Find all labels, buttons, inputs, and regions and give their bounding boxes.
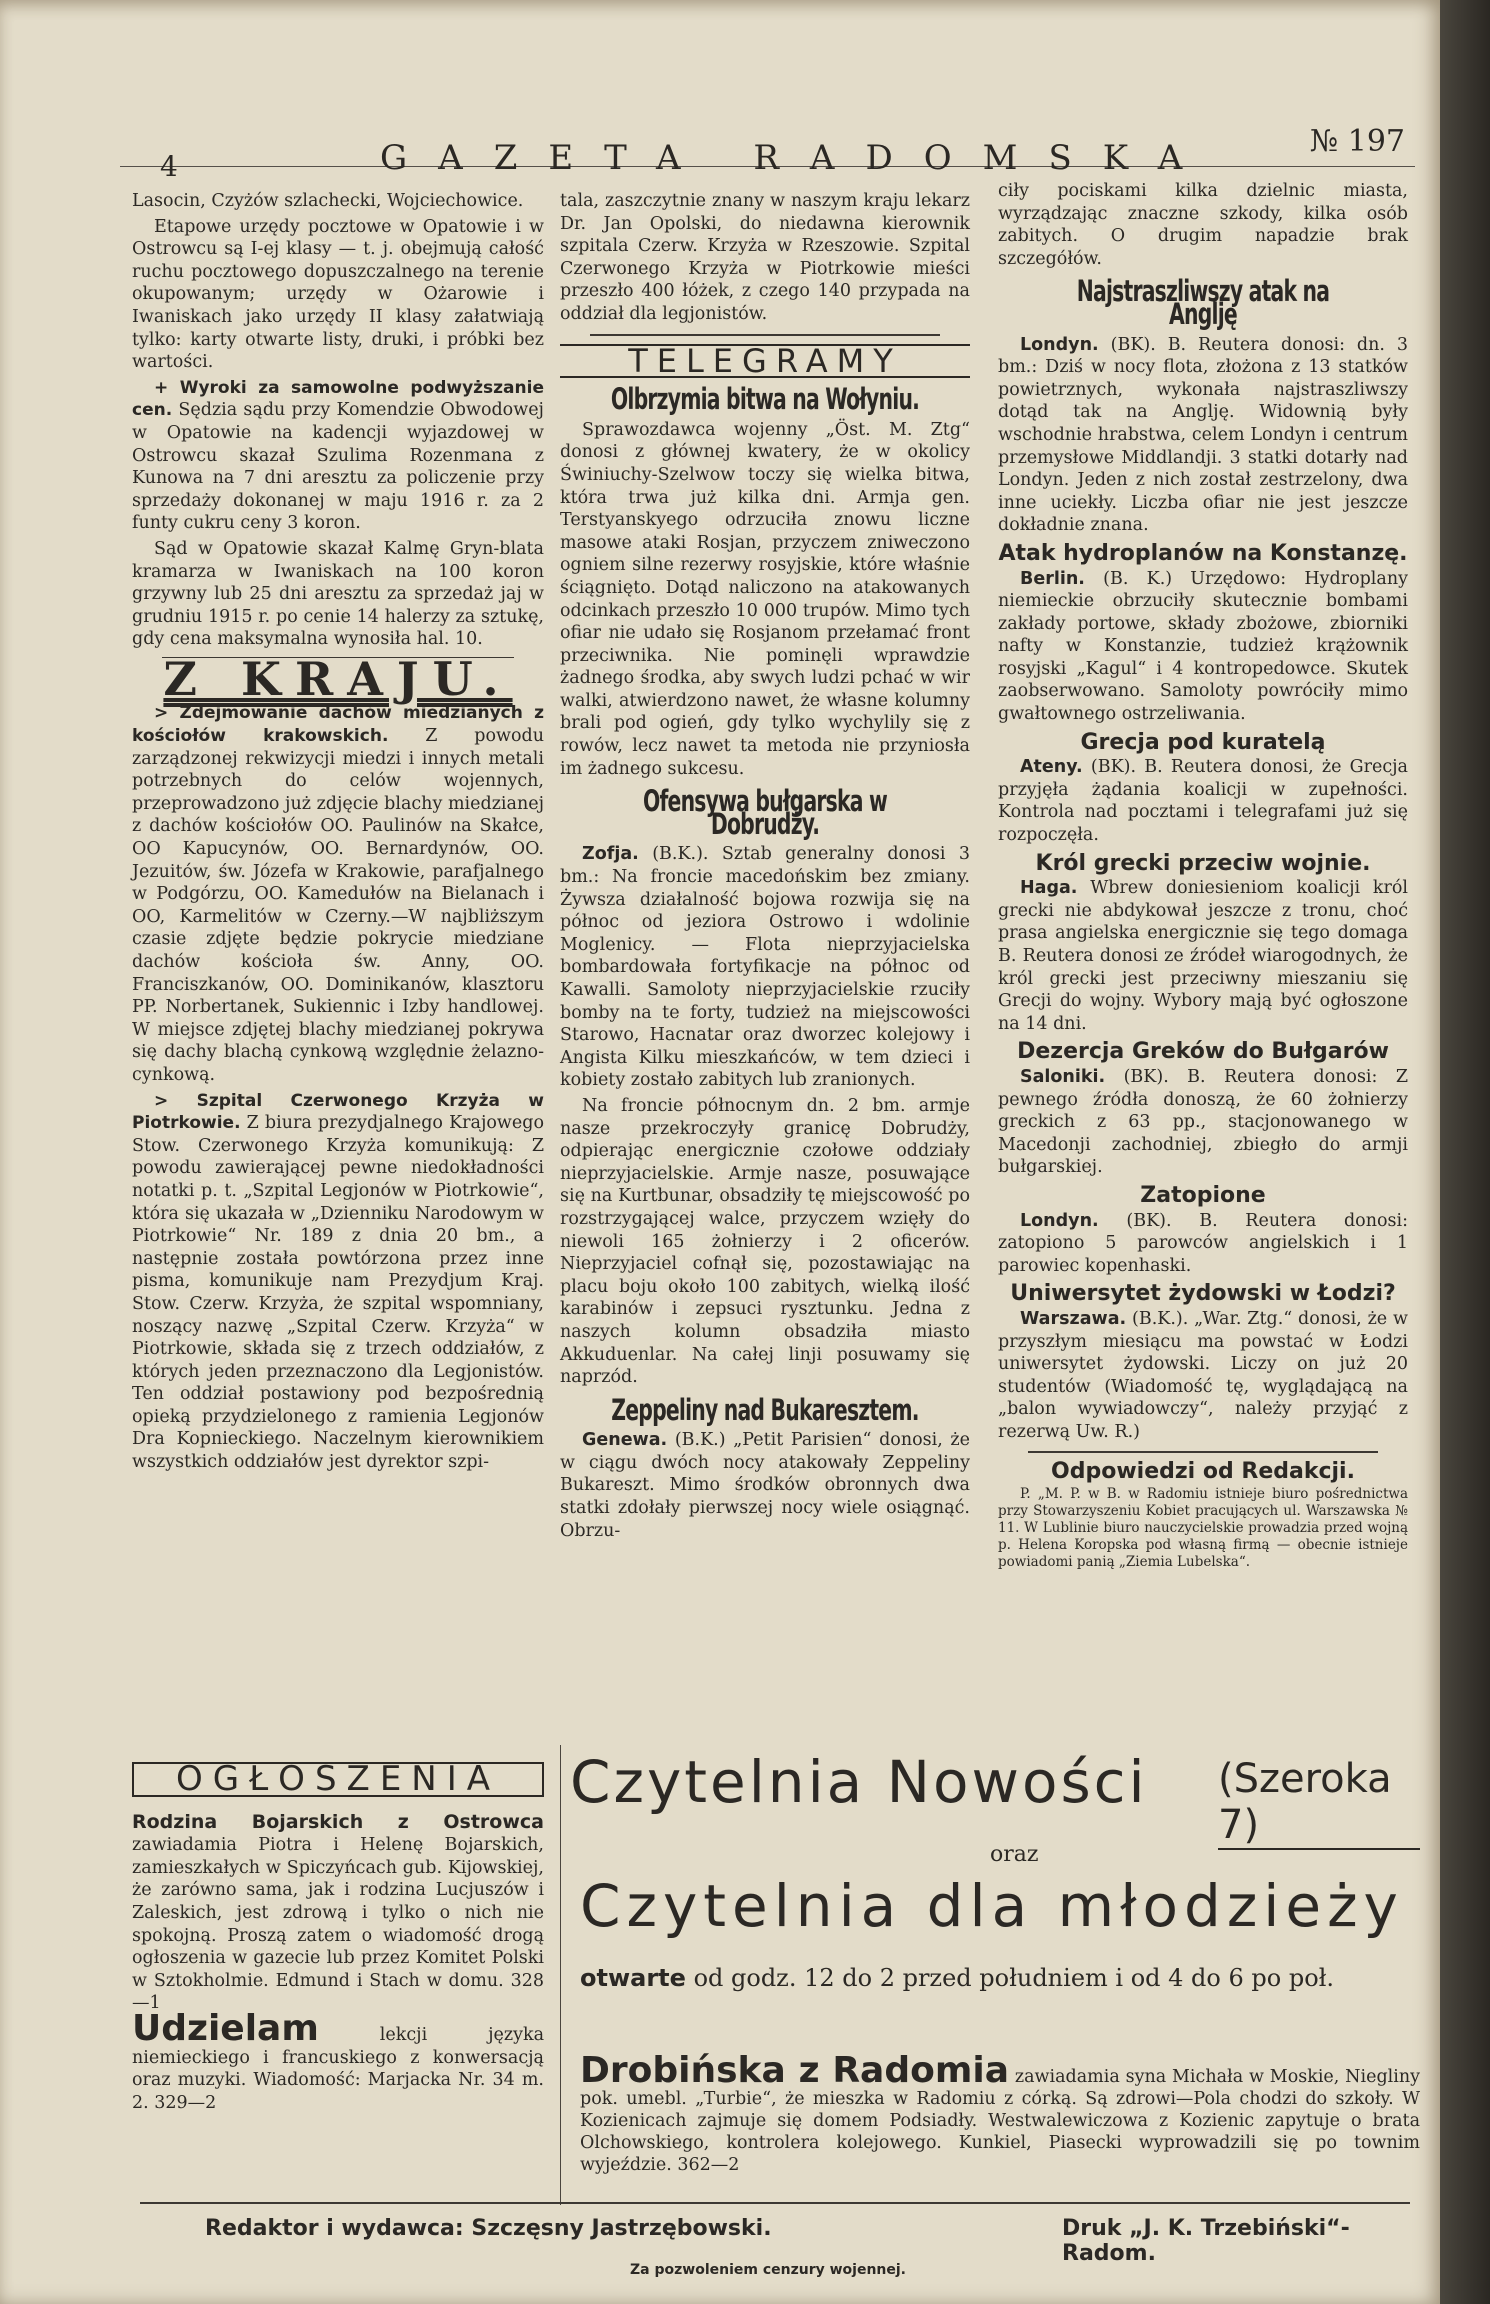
headline: Odpowiedzi od Redakcji. (1051, 1459, 1355, 1485)
page-number: 4 (160, 150, 178, 183)
article-paragraph: > Szpital Czerwonego Krzyża w Piotrkowie. Z biura prezydjalnego Krajowego Stow. Czerwonego Krzyża komunikują: Z powodu zawierającej pewne niedokładności notatki p. t. „Szpital Legjonów w Piotrkowie“, która się ukazała w „Dzienniku Narodowym w Piotrkowie“ Nr. 189 z dnia 20 bm., a następnie została powtórzona przez inne pisma, komunikuje nam Prezydjum Kraj. Stow. Czerw. Krzyża, że szpital wspomniany, noszący nazwę „Szpital Czerw. Krzyża“ w Piotrkowie, składa się z trzech oddziałów, z których jeden przeznaczono dla Legjonistów. Ten oddział postawiony pod bezpośrednią opieką przydzielonego z ramienia Legjonów Dra Kopnieckiego. Naczelnym kierownikiem wszystkich oddziałów jest dyrektor szpi- (132, 1090, 544, 1473)
dateline: Warszawa. (1020, 1308, 1127, 1329)
newspaper-title: GAZETA RADOMSKA (380, 138, 1214, 178)
article-paragraph: Warszawa. (B.K.). „War. Ztg.“ donosi, że w przyszłym miesiącu ma powstać w Łodzi uniwersytet żydowski. Liczy on już 20 studentów (Wiadomość tę, wyglądającą na „balon wywiadowczy“, należy przyjąć z rezerwą Uw. R.) (998, 1308, 1408, 1442)
footer-rule (140, 2202, 1410, 2204)
article-paragraph: Ateny. (BK). B. Reutera donosi, że Grecja przyjęła żądania koalicji w zupełności. Kontrola nad pocztami i telegrafami już się rozpoczęła. (998, 757, 1408, 846)
headline: Ofensywa bułgarska w Dobrudży. (642, 784, 888, 841)
column-1 (132, 190, 544, 1477)
dateline: Londyn. (1020, 334, 1099, 355)
ad-address: (Szeroka 7) (1218, 1756, 1420, 1850)
ad-conjunction: oraz (990, 1842, 1039, 1867)
article-paragraph: Londyn. (BK). B. Reutera donosi: zatopiono 5 parowców angielskich i 1 parowiec kopenhaski. (998, 1210, 1408, 1276)
editor-credit: Redaktor i wydawca: Szczęsny Jastrzębowski. (205, 2216, 772, 2241)
headline: Uniwersytet żydowski w Łodzi? (1010, 1281, 1396, 1307)
section-heading-z-kraju: Z KRAJU. (163, 651, 513, 706)
dateline: Ateny. (1020, 757, 1083, 778)
czytelnia-ad (570, 1748, 1420, 2048)
book-binding-edge (1440, 0, 1490, 2304)
article-paragraph: + Wyroki za samowolne podwyższanie cen. Sędzia sądu przy Komendzie Obwodowej w Opatowie na kadencji wyjazdowej w Ostrowcu skazał Szulima Rozenmana z Kunowa na 7 dni aresztu za policzenie przy sprzedaży dokonanej w maju 1916 r. za 2 funty cukru ceny 3 koron. (132, 377, 544, 534)
article-lead: > Zdejmowanie dachów miedzianych z kościołów krakowskich. (132, 703, 544, 747)
column-3 (998, 180, 1408, 1574)
headline: Dezercja Greków do Bułgarów (1017, 1039, 1389, 1065)
article-paragraph: Haga. Wbrew doniesieniom koalicji król grecki nie abdykował jeszcze z tronu, choć prasa angielska energicznie się tego domaga B. Reutera donosi ze źródeł wiarogodnych, że król grecki jest przeciwny mieszaniu się Grecji do wojny. Wybory mają być ogłoszone na 14 dni. (998, 878, 1408, 1034)
ad-lead: Udzielam (132, 2007, 319, 2049)
headline: Olbrzymia bitwa na Wołyniu. (610, 382, 920, 417)
section-heading-ogloszenia: OGŁOSZENIA (132, 1762, 544, 1797)
article-paragraph: Zofja. (B.K.). Sztab generalny donosi 3 bm.: Na froncie macedońskim bez zmiany. Żywsza działalność bojowa rozwija się na północ od jeziora Ostrowo i wdolinie Moglenicy. — Flota nieprzyjacielska bombardowała fortyfikacje na północ od Kawalli. Samoloty nieprzyjacielskie rzuciły bomby na te forty, tudzież na miejscowości Starowo, Hacnatar oraz dworzec kolejowy i Angista Kilku mieszkańców, w tem dzieci i kobiety zostało zabitych lub zranionych. (560, 844, 970, 1091)
dateline: Haga. (1020, 878, 1078, 899)
ad-paragraph: Drobińska z Radomia zawiadamia syna Michała w Moskie, Niegliny pok. umebl. „Turbie“, że mieszka w Radomiu z córką. Są zdrowi—Pola chodzi do szkoły. W Kozienicach zajmuje się domem Podsiadły. Westwalewiczowa z Kozienic zapytuje o brata Olchowskiego, kontrolera kolejowego. Kunkiel, Piasecki wyprowadzili się po townim wyjeździe. 362—2 (580, 2050, 1420, 2175)
column-rule (560, 1745, 561, 2205)
ad-paragraph: Udzielam lekcji języka niemieckiego i francuskiego z konwersacją oraz muzyki. Wiadomość: Marjacka Nr. 34 m. 2. 329—2 (132, 2007, 544, 2113)
article-paragraph: Sprawozdawca wojenny „Öst. M. Ztg“ donosi z głównej kwatery, że w okolicy Świniuchy-Szelwow toczy się wielka bitwa, która trwa już kilka dni. Armja gen. Terstyanskyego odrzuciła znowu liczne masowe ataki Rosjan, przyczem zniweczono ogniem silne rezerwy rosyjskie, które właśnie ściągnięto. Dotąd naliczono na atakowanych odcinkach przeszło 10 000 trupów. Mimo tych ofiar nie udało się Rosjanom przełamać front przeciwnika. Nie pominęli wprawdzie żadnego środka, aby swych ludzi pchać w wir walki, atwierdzono nawet, że własne kolumny brali pod ogień, gdy tylko wychylily się z rowów, lecz nawet ta metoda nie przyniosła im żadnego sukcesu. (560, 419, 970, 779)
article-paragraph: > Zdejmowanie dachów miedzianych z kościołów krakowskich. Z powodu zarządzonej rekwizycji miedzi i innych metali potrzebnych do celów wojennych, przeprowadzono już zdjęcie blachy miedzianej z dachów kościołów OO. Paulinów na Skałce, OO Kapucynów, OO. Bernardynów, OO. Jezuitów, św. Józefa w Krakowie, parafjalnego w Podgórzu, OO. Kamedułów na Bielanach i OO, Karmelitów w Czerny.—W najbliższym czasie zdjęte będzie pokrycie miedziane dachów kościoła św. Anny, OO. Franciszkanów, OO. Dominikanów, klasztoru PP. Norbertanek, Sukiennic i Izby handlowej. W miejsce zdjętej blachy miedzianej pokrywa się dachy blachą cynkową względnie żelazno-cynkową. (132, 703, 544, 1085)
headline: Grecja pod kuratelą (1080, 729, 1326, 755)
printer-credit: Druk „J. K. Trzebiński“-Radom. (1062, 2216, 1350, 2266)
article-paragraph: Sąd w Opatowie skazał Kalmę Gryn-blata kramarza w Iwaniskach na 100 koron grzywny lub 25 dni aresztu za sprzedaż jaj w grudniu 1915 r. po cenie 14 halerzy za sztukę, gdy cena maksymalna wynosiła hal. 10. (132, 538, 544, 650)
ad-lead: Drobińska z Radomia (580, 2050, 1009, 2091)
article-paragraph: Berlin. (B. K.) Urzędowo: Hydroplany niemieckie obrzuciły skutecznie bombami zakłady portowe, składy zbożowe, zbiorniki nafty w Konstanzie, tudzież krążownik rosyjski „Kagul“ i 4 kontropedowce. Skutek zaobserwowano. Samoloty powróciły mimo gwałtownego ostrzeliwania. (998, 568, 1408, 725)
divider (590, 334, 940, 336)
article-paragraph: Saloniki. (BK). B. Reutera donosi: Z pewnego źródła donoszą, że 60 żołnierzy greckich z 63 pp., stacjonowanego w Macedonji zachodniej, zbiegło do armji bułgarskiej. (998, 1066, 1408, 1178)
dateline: Zofja. (582, 844, 639, 865)
headline: Atak hydroplanów na Konstanzę. (998, 540, 1408, 566)
dateline: Genewa. (582, 1430, 668, 1451)
divider (1028, 1451, 1378, 1453)
ads-column (132, 1759, 544, 2117)
article-lead: + Wyroki za samowolne podwyższanie cen. (132, 377, 544, 421)
article-paragraph: ciły pociskami kilka dzielnic miasta, wyrządzając znaczne szkody, kilka osób zabitych. O drugim napadzie brak szczegółów. (998, 181, 1408, 269)
headline: Zatopione (1140, 1182, 1266, 1208)
ad-paragraph: Rodzina Bojarskich z Ostrowca zawiadamia Piotra i Helenę Bojarskich, zamieszkałych w Spiczyńcach gub. Kijowskiej, że zarówno sama, jak i rodzina Lucjuszów i Zaleskich, jest zdrową i tylko o nich nie spokojną. Proszą zatem o wiadomość drogą ogłoszenia w gazecie lub przez Komitet Polski w Sztokholmie. Edmund i Stach w domu. 328—1 (132, 1810, 544, 2014)
article-paragraph: Na froncie północnym dn. 2 bm. armje nasze przekroczyły granicę Dobrudży, odpierając energicznie czołowe oddziały nieprzyjacielskie. Armje nasze, posuwające się na Kurtbunar, obsadziły tę miejscowość po rozstrzygającej walce, przyczem wzięły do niewoli 165 żołnierzy i 2 oficerów. Nieprzyjaciel cofnął się, pozostawiając na placu boju około 100 zabitych, wielką ilość karabinów i zepsuci rysztunku. Jedna z naszych kolumn obsadziła miasto Akkuduenlar. Na całej linji posuwamy się naprzód. (560, 1095, 970, 1388)
censorship-note: Za pozwoleniem cenzury wojennej. (630, 2262, 907, 2278)
dateline: Saloniki. (1020, 1066, 1106, 1087)
article-paragraph: Etapowe urzędy pocztowe w Opatowie i w Ostrowcu są I-ej klasy — t. j. obejmują całość ruchu pocztowego dopuszczalnego na terenie okupowanym; urzędy w Ożarowie i Iwaniskach jako urzędy II klasy załatwiają tylko: karty otwarte listy, druki, i próbki bez wartości. (132, 216, 544, 373)
page-header (120, 122, 1415, 183)
dateline: Berlin. (1020, 568, 1085, 589)
headline: Król grecki przeciw wojnie. (1035, 850, 1371, 876)
issue-number: № 197 (1309, 124, 1405, 159)
article-paragraph: Genewa. (B.K.) „Petit Parisien“ donosi, że w ciągu dwóch nocy atakowały Zeppeliny Bukareszt. Mimo środków obronnych dwa statki zdołały pierwszej nocy wiele osiągnąć. Obrzu- (560, 1430, 970, 1541)
article-paragraph: Lasocin, Czyżów szlachecki, Wojciechowice. (132, 191, 524, 211)
ad-title: Czytelnia dla młodzieży (580, 1872, 1404, 1940)
headline: Najstraszliwszy atak na Anglję (1076, 274, 1330, 331)
dateline: Londyn. (1020, 1210, 1099, 1231)
ad-hours: otwarte od godz. 12 do 2 przed południem i od 4 do 6 po poł. (580, 1964, 1335, 1992)
drobinska-ad (580, 2050, 1420, 2179)
article-paragraph: P. „M. P. w B. w Radomiu istnieje biuro pośrednictwa przy Stowarzyszeniu Kobiet pracujących ul. Warszawska № 11. W Lublinie biuro nauczycielskie prowadzia przed wojną p. Helena Koropska pod własną firmą — obecnie istnieje powiadomi panią „Ziemia Lubelska“. (998, 1486, 1408, 1571)
ad-title: Czytelnia Nowości (570, 1748, 1148, 1816)
headline: Zeppeliny nad Bukaresztem. (611, 1392, 919, 1427)
ad-lead: Rodzina Bojarskich z Ostrowca (132, 1810, 544, 1833)
article-lead: > Szpital Czerwonego Krzyża w Piotrkowie. (132, 1090, 544, 1134)
article-paragraph: tala, zaszczytnie znany w naszym kraju lekarz Dr. Jan Opolski, do niedawna kierownik szpitala Czerw. Krzyża w Rzeszowie. Szpital Czerwonego Krzyża w Piotrkowie mieści przeszło 400 łóżek, z czego 140 przypada na oddział dla legjonistów. (560, 191, 970, 324)
column-2 (560, 190, 970, 1545)
section-heading-telegramy: TELEGRAMY (560, 344, 970, 379)
article-paragraph: Londyn. (BK). B. Reutera donosi: dn. 3 bm.: Dziś w nocy flota, złożona z 13 statków powietrznych, wykonała najstraszliwszy dotąd tak na Anglję. Widownią były wschodnie hrabstwa, celem Londyn i centrum przemysłowe Middlandji. 3 statki dotarły nad Londyn. Jeden z nich został zestrzelony, dwa inne uciekły. Liczba ofiar nie jest jeszcze dokładnie znana. (998, 334, 1408, 536)
